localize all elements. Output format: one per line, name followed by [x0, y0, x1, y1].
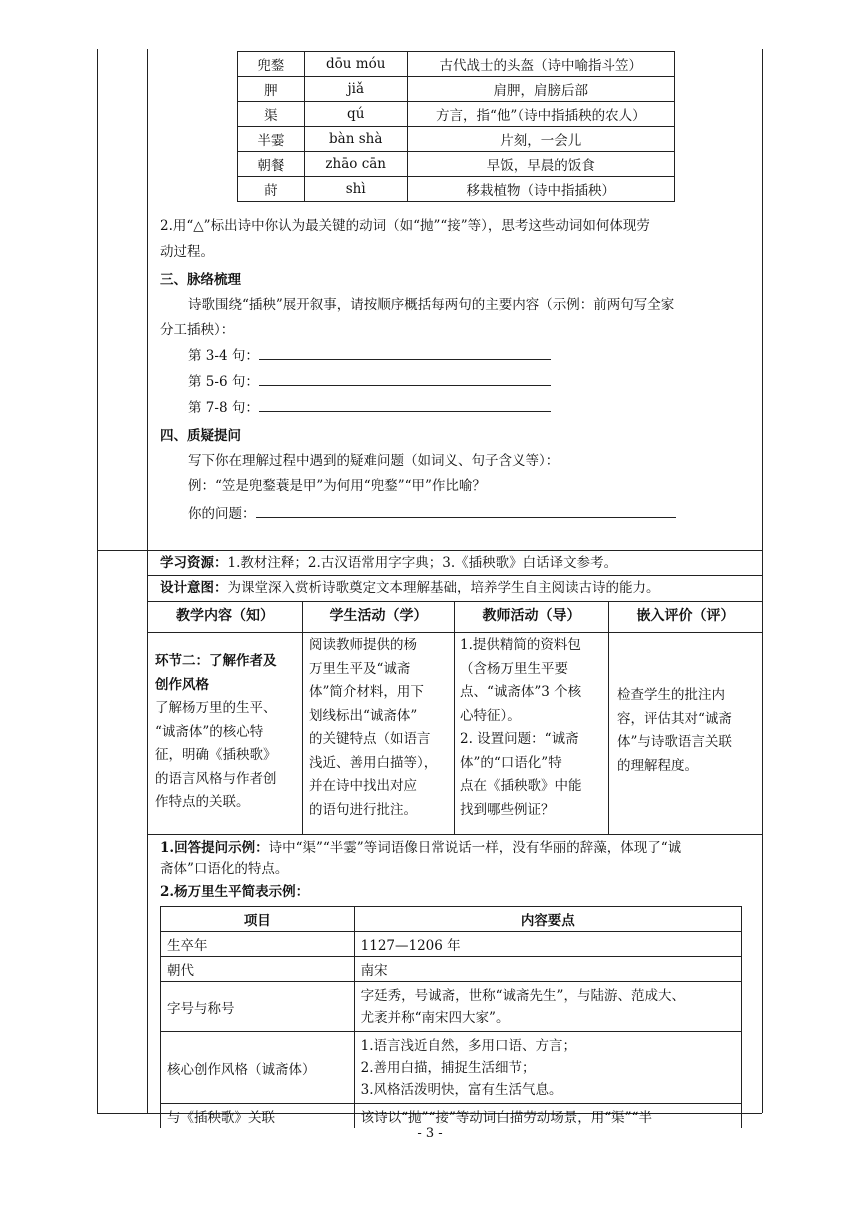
answer-text: 诗中“渠”“半霎”等词语像日常说话一样，没有华丽的辞藻，体现了“诚	[268, 840, 682, 856]
section3-item	[188, 370, 551, 394]
table-header-row	[161, 907, 742, 932]
step2-title: 创作风格	[155, 676, 209, 693]
col-line	[302, 601, 303, 834]
section4-line2: 例：“笠是兜鍪蓑是甲”为何用“兜鍪”“甲”作比喻？	[188, 478, 486, 494]
student-line: 阅读教师提供的杨	[309, 637, 417, 653]
frame-col1-lower	[147, 550, 148, 1113]
item-label: 第 7-8 句：	[188, 400, 259, 416]
vocab-table	[237, 51, 675, 202]
bio-content-line: 1.语言浅近自然，多用口语、方言；	[360, 1037, 577, 1054]
header-student: 学生活动（学）	[329, 608, 428, 624]
vocab-pinyin: shì	[304, 177, 407, 202]
bio-content-line: 南宋	[360, 963, 388, 979]
section3-intro1: 诗歌围绕“插秧”展开叙事，请按顺序概括每两句的主要内容（示例：前两句写全家	[188, 297, 675, 313]
vocab-meaning: 早饭，早晨的饭食	[407, 152, 674, 177]
col-header-item: 项目	[161, 907, 355, 932]
bio-content-line: 尤袤并称“南宋四大家”。	[360, 1009, 510, 1026]
bio-content	[354, 932, 741, 957]
bio-content-line: 字廷秀，号诚斋，世称“诚斋先生”，与陆游、范成大、	[360, 987, 685, 1004]
step2-content-line: 了解杨万里的生平、	[155, 700, 277, 716]
teacher-line: 体”的“口语化”特	[460, 754, 562, 771]
bio-content	[354, 982, 741, 1032]
col-header-content: 内容要点	[354, 907, 741, 932]
vocab-pinyin: dōu móu	[304, 52, 407, 77]
section4-line1: 写下你在理解过程中遇到的疑难问题（如词义、句子含义等）：	[188, 453, 560, 469]
teacher-line: 心特征）。	[460, 707, 521, 724]
teacher-line: （含杨万里生平要	[460, 660, 568, 677]
task2-line2: 动过程。	[160, 244, 214, 260]
table-row	[238, 77, 675, 102]
step2-student-cell	[309, 634, 454, 822]
table-row	[161, 982, 742, 1032]
table-row	[161, 1104, 742, 1129]
bio-content-line: 3.风格活泼明快，富有生活气息。	[360, 1081, 563, 1098]
step2-eval-cell	[617, 684, 762, 778]
answer-blank[interactable]	[259, 397, 551, 412]
vocab-word: 渠	[238, 102, 305, 127]
header-evaluation: 嵌入评价（评）	[636, 608, 735, 624]
eval-line: 检查学生的批注内	[617, 687, 725, 703]
answer-blank[interactable]	[259, 345, 551, 360]
vocab-word: 莳	[238, 177, 305, 202]
resources-text: 1.教材注释；2.古汉语常用字字典；3.《插秧歌》白话译文参考。	[227, 555, 618, 571]
vocab-word: 胛	[238, 77, 305, 102]
step2-title: 环节二：了解作者及	[155, 653, 277, 669]
design-label: 设计意图：	[160, 580, 228, 596]
vocab-pinyin: zhāo cān	[304, 152, 407, 177]
section3-item	[188, 344, 551, 368]
bio-content-line: 该诗以“抛”“接”等动词白描劳动场景，用“渠”“半	[360, 1110, 652, 1126]
bio-content-line: 1127—1206 年	[360, 938, 461, 954]
col-line	[454, 601, 455, 834]
resources-label: 学习资源：	[160, 555, 228, 571]
step2-content-line: 征，明确《插秧歌》	[155, 747, 277, 763]
col-line	[608, 601, 609, 834]
section3-item	[188, 396, 551, 420]
vocab-meaning: 方言，指“他”（诗中指插秧的农人）	[407, 102, 674, 127]
frame-left	[97, 49, 98, 1113]
bio-item: 生卒年	[161, 932, 355, 957]
bio-item: 朝代	[161, 957, 355, 982]
student-line: 的语句进行批注。	[309, 801, 417, 818]
question-label: 你的问题：	[188, 506, 256, 522]
answer-line2: 斋体”口语化的特点。	[160, 861, 289, 877]
student-line: 并在诗中找出对应	[309, 778, 417, 794]
header-knowledge: 教学内容（知）	[176, 608, 274, 624]
student-line: 划线标出“诚斋体”	[309, 707, 418, 724]
bio-content-line: 2.善用白描，捕捉生活细节；	[360, 1059, 536, 1076]
frame-right	[762, 49, 763, 1113]
vocab-meaning: 古代战士的头盔（诗中喻指斗笠）	[407, 52, 674, 77]
bio-item: 与《插秧歌》关联	[161, 1104, 355, 1129]
step2-content-cell	[155, 650, 301, 815]
resources-row	[160, 551, 617, 575]
student-line: 万里生平及“诚斋	[309, 660, 411, 677]
step2-content-line: 作特点的关联。	[155, 794, 250, 810]
vocab-meaning: 肩胛，肩膀后部	[407, 77, 674, 102]
answer-label: 1.回答提问示例：	[160, 840, 269, 856]
bio-table	[160, 906, 742, 1128]
table-row	[161, 932, 742, 957]
page-number: - 3 -	[417, 1126, 443, 1141]
table-row	[238, 52, 675, 77]
vocab-word: 朝餐	[238, 152, 305, 177]
design-row	[160, 576, 660, 600]
section3-heading: 三、脉络梳理	[160, 272, 241, 288]
section4-question	[188, 502, 676, 526]
design-text: 为课堂深入赏析诗歌奠定文本理解基础，培养学生自主阅读古诗的能力。	[227, 580, 660, 596]
student-line: 浅近、善用白描等），	[309, 754, 438, 771]
vocab-meaning: 移栽植物（诗中指插秧）	[407, 177, 674, 202]
vocab-meaning: 片刻，一会儿	[407, 127, 674, 152]
eval-line: 体”与诗歌语言关联	[617, 734, 732, 750]
bio-item: 核心创作风格（诚斋体）	[161, 1032, 355, 1104]
bio-content	[354, 957, 741, 982]
item-label: 第 3-4 句：	[188, 348, 259, 364]
section4-heading: 四、质疑提问	[160, 428, 241, 444]
header-teacher: 教师活动（导）	[482, 608, 581, 624]
question-blank[interactable]	[256, 503, 676, 518]
step2-content-line: “诚斋体”的核心特	[155, 723, 264, 740]
teacher-line: 1.提供精简的资料包	[460, 637, 581, 653]
vocab-pinyin: jiǎ	[304, 77, 407, 102]
divider	[147, 834, 762, 835]
vocab-pinyin: bàn shà	[304, 127, 407, 152]
task2-line1: 2.用“△”标出诗中你认为最关键的动词（如“抛”“接”等），思考这些动词如何体现劳	[160, 218, 650, 234]
table-row	[161, 957, 742, 982]
table-row	[161, 1032, 742, 1104]
student-line: 体”简介材料，用下	[309, 684, 424, 700]
vocab-word: 半霎	[238, 127, 305, 152]
bio-content	[354, 1104, 741, 1129]
frame-col1	[147, 49, 148, 550]
step2-content-line: 的语言风格与作者创	[155, 770, 277, 787]
table-row	[238, 127, 675, 152]
eval-line: 的理解程度。	[617, 757, 698, 774]
teacher-line: 点在《插秧歌》中能	[460, 778, 582, 794]
item-label: 第 5-6 句：	[188, 374, 259, 390]
table-row	[238, 152, 675, 177]
table-row	[238, 102, 675, 127]
section3-intro2: 分工插秧）：	[160, 322, 235, 338]
answer-blank[interactable]	[259, 371, 551, 386]
teacher-line: 找到哪些例证？	[460, 801, 555, 818]
eval-line: 容，评估其对“诚斋	[617, 710, 732, 727]
bio-item: 字号与称号	[161, 982, 355, 1032]
step2-teacher-cell	[460, 634, 607, 822]
teacher-line: 点、“诚斋体”3 个核	[460, 684, 582, 700]
teacher-line: 2. 设置问题：“诚斋	[460, 731, 579, 747]
bio-content	[354, 1032, 741, 1104]
vocab-word: 兜鍪	[238, 52, 305, 77]
student-line: 的关键特点（如语言	[309, 731, 431, 747]
vocab-pinyin: qú	[304, 102, 407, 127]
table-row	[238, 177, 675, 202]
bio-heading: 2.杨万里生平简表示例：	[160, 884, 310, 900]
